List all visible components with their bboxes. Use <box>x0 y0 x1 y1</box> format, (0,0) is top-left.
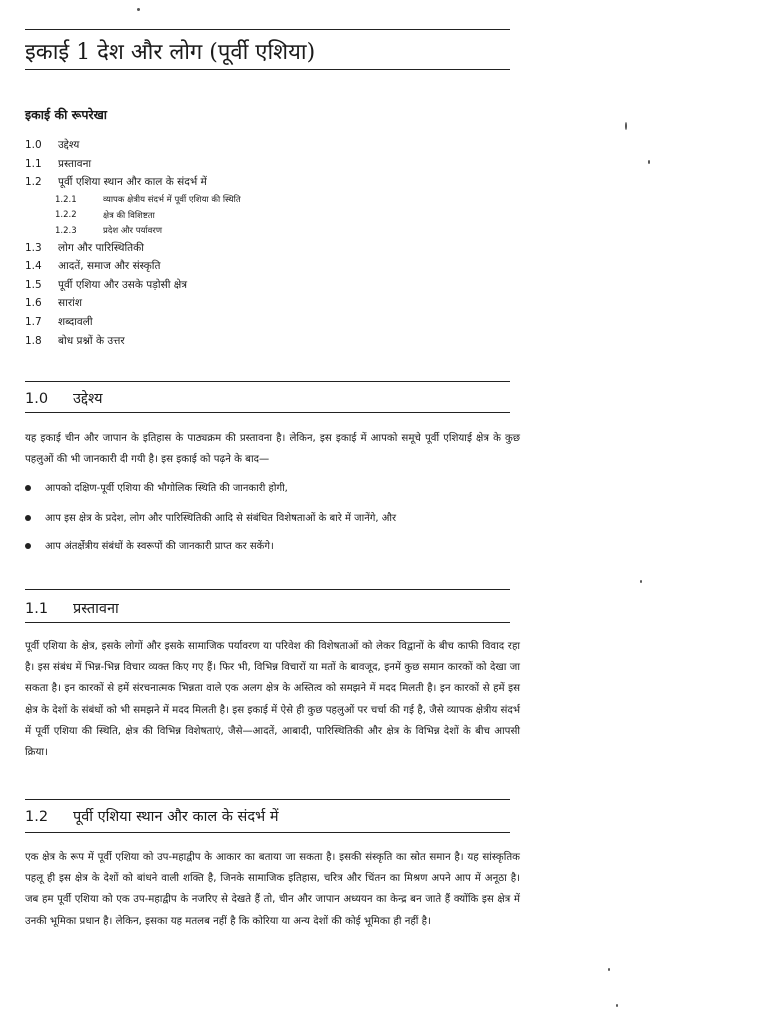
section-rule-top <box>25 381 510 382</box>
section-rule-bottom <box>25 412 510 413</box>
bullet-icon <box>25 485 31 491</box>
header-rule-top <box>25 29 510 30</box>
outline-item: 1.1 प्रस्तावना <box>25 157 92 170</box>
outline-item: 1.3 लोग और पारिस्थितिकी <box>25 241 144 254</box>
scan-speck <box>616 1004 618 1007</box>
outline-item: 1.7 शब्दावली <box>25 315 93 328</box>
section-heading: 1.2 पूर्वी एशिया स्थान और काल के संदर्भ में <box>25 809 279 825</box>
outline-subitem: 1.2.3 प्रदेश और पर्यावरण <box>55 225 163 237</box>
bullet-icon <box>25 515 31 521</box>
outline-list <box>25 136 241 350</box>
section-paragraph: एक क्षेत्र के रूप में पूर्वी एशिया को उप-महाद्वीप के आकार का बताया जा सकता है। इसकी संस्कृति का स्रोत समान है। यह सांस्कृतिक पहलू ही इस क्षेत्र के देशों को बांधने वाली शक्ति है, जिनके सामाजिक इतिहास, चरित्र और चिंतन का मिश्रण अपने आप में अनूठा है। जब हम पूर्वी एशिया को एक उप-महाद्वीप के नजरिए से देखते हैं तो, चीन और जापान अध्ययन का केन्द्र बन जाते हैं क्योंकि इस क्षेत्र में उनकी भूमिका प्रधान है। लेकिन, इसका यह मतलब नहीं है कि कोरिया या अन्य देशों की कोई भूमिका ही नहीं है। <box>25 852 520 927</box>
section-rule-bottom <box>25 622 510 623</box>
header-rule-bottom <box>25 69 510 70</box>
scan-speck <box>625 122 627 130</box>
section-paragraph: पूर्वी एशिया के क्षेत्र, इसके लोगों और इसके सामाजिक पर्यावरण या परिवेश की विशेषताओं को लेकर विद्वानों के बीच काफी विवाद रहा है। इस संबंध में भिन्न-भिन्न विचार व्यक्त किए गए हैं। फिर भी, विभिन्न विचारों या मतों के बावजूद, इनमें कुछ समान कारकों को देखा जा सकता है। इन कारकों से हमें संरचनात्मक भिन्नता वाले एक अलग क्षेत्र के अस्तित्व को समझने में मदद मिलती है। इन कारकों से हमें इस क्षेत्र के देशों के संबंधों को भी समझने में मदद मिलती है। इस इकाई में ऐसे ही कुछ पहलुओं पर चर्चा की गई है, जैसे व्यापक क्षेत्रीय संदर्भ में पूर्वी एशिया की स्थिति, क्षेत्र की विभिन्न विशेषताएं, जैसे—आदतें, आबादी, पारिस्थितिकी और क्षेत्र के विभिन्न देशों के बीच आपसी क्रिया। <box>25 641 520 759</box>
outline-item: 1.2 पूर्वी एशिया स्थान और काल के संदर्भ में <box>25 176 207 189</box>
outline-item: 1.8 बोध प्रश्नों के उत्तर <box>25 334 125 347</box>
outline-item: 1.0 उद्देश्य <box>25 139 80 152</box>
section-rule-bottom <box>25 832 510 833</box>
scan-speck <box>137 8 140 11</box>
bullet-icon <box>25 543 31 549</box>
outline-subitem: 1.2.1 व्यापक क्षेत्रीय संदर्भ में पूर्वी एशिया की स्थिति <box>55 194 241 206</box>
section-rule-top <box>25 799 510 800</box>
bullet-item: आप अंतर्क्षेत्रीय संबंधों के स्वरूपों की जानकारी प्राप्त कर सकेंगे। <box>25 538 274 552</box>
section-heading: 1.1 प्रस्तावना <box>25 601 119 617</box>
scan-speck <box>608 968 610 971</box>
section-rule-top <box>25 589 510 590</box>
outline-item: 1.6 सारांश <box>25 297 82 310</box>
bullet-item: आपको दक्षिण-पूर्वी एशिया की भौगोलिक स्थिति की जानकारी होगी, <box>25 480 288 494</box>
section-heading: 1.0 उद्देश्य <box>25 391 103 407</box>
unit-title: इकाई 1 देश और लोग (पूर्वी एशिया) <box>25 40 316 65</box>
scan-speck <box>648 160 650 164</box>
section-paragraph: यह इकाई चीन और जापान के इतिहास के पाठ्यक्रम की प्रस्तावना है। लेकिन, इस इकाई में आपको समूचे पूर्वी एशियाई क्षेत्र के कुछ पहलुओं की भी जानकारी दी गयी है। इस इकाई को पढ़ने के बाद— <box>25 433 520 466</box>
scan-speck <box>640 580 642 583</box>
outline-item: 1.5 पूर्वी एशिया और उसके पड़ोसी क्षेत्र <box>25 278 188 291</box>
outline-subitem: 1.2.2 क्षेत्र की विशिष्टता <box>55 210 155 221</box>
bullet-item: आप इस क्षेत्र के प्रदेश, लोग और पारिस्थितिकी आदि से संबंधित विशेषताओं के बारे में जानेंगे, और <box>25 510 396 524</box>
outline-title: इकाई की रूपरेखा <box>25 107 108 122</box>
outline-item: 1.4 आदतें, समाज और संस्कृति <box>25 260 161 273</box>
